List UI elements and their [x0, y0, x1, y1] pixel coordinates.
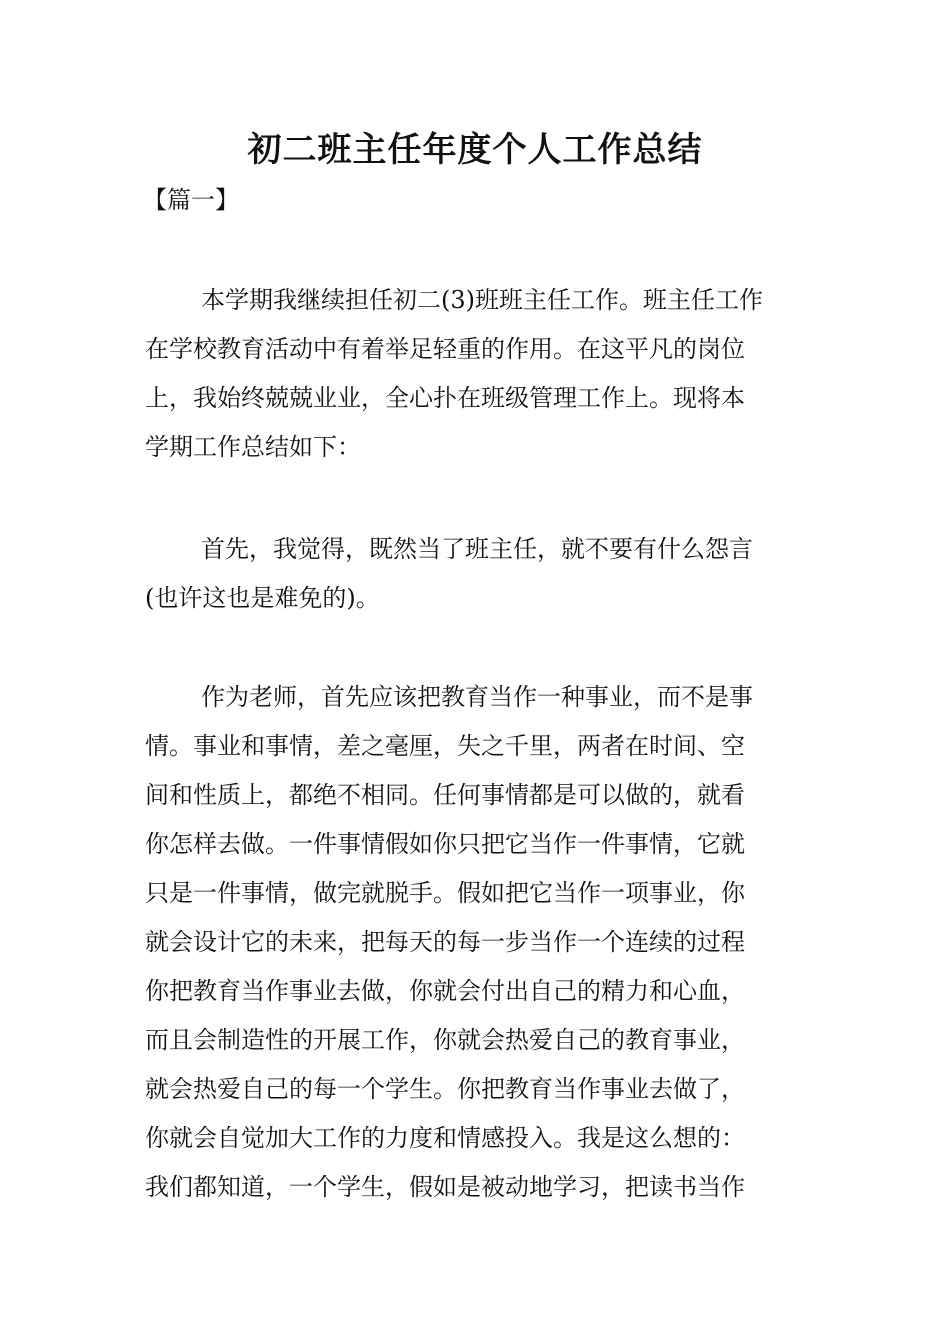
paragraph-line: 只是一件事情，做完就脱手。假如把它当作一项事业，你 — [145, 879, 745, 907]
paragraph-line: (也许这也是难免的)。 — [145, 584, 380, 612]
paragraph-line: 我们都知道，一个学生，假如是被动地学习，把读书当作 — [145, 1173, 745, 1201]
paragraph-line: 间和性质上，都绝不相同。任何事情都是可以做的，就看 — [145, 781, 745, 809]
paragraph-line: 而且会制造性的开展工作，你就会热爱自己的教育事业， — [145, 1026, 745, 1054]
paragraph-line: 就会热爱自己的每一个学生。你把教育当作事业去做了， — [145, 1075, 745, 1103]
paragraph-line: 你把教育当作事业去做，你就会付出自己的精力和心血， — [145, 977, 745, 1005]
paragraph-line: 本学期我继续担任初二(3)班班主任工作。班主任工作 — [201, 286, 763, 314]
paragraph-3 — [145, 673, 810, 1212]
paragraph-line: 在学校教育活动中有着举足轻重的作用。在这平凡的岗位 — [145, 335, 745, 363]
paragraph-1 — [145, 276, 810, 472]
paragraph-line: 情。事业和事情，差之毫厘，失之千里，两者在时间、空 — [145, 732, 745, 760]
paragraph-line: 你怎样去做。一件事情假如你只把它当作一件事情，它就 — [145, 830, 745, 858]
paragraph-line: 就会设计它的未来，把每天的每一步当作一个连续的过程 — [145, 928, 745, 956]
paragraph-line: 上，我始终兢兢业业，全心扑在班级管理工作上。现将本 — [145, 384, 745, 412]
section-label: 【篇一】 — [143, 186, 239, 214]
paragraph-line: 你就会自觉加大工作的力度和情感投入。我是这么想的： — [145, 1124, 745, 1152]
document-title: 初二班主任年度个人工作总结 — [247, 130, 703, 170]
paragraph-line: 首先，我觉得，既然当了班主任，就不要有什么怨言 — [201, 535, 753, 563]
paragraph-line: 作为老师，首先应该把教育当作一种事业，而不是事 — [201, 683, 753, 711]
paragraph-line: 学期工作总结如下： — [145, 433, 361, 461]
paragraph-2 — [145, 525, 810, 623]
